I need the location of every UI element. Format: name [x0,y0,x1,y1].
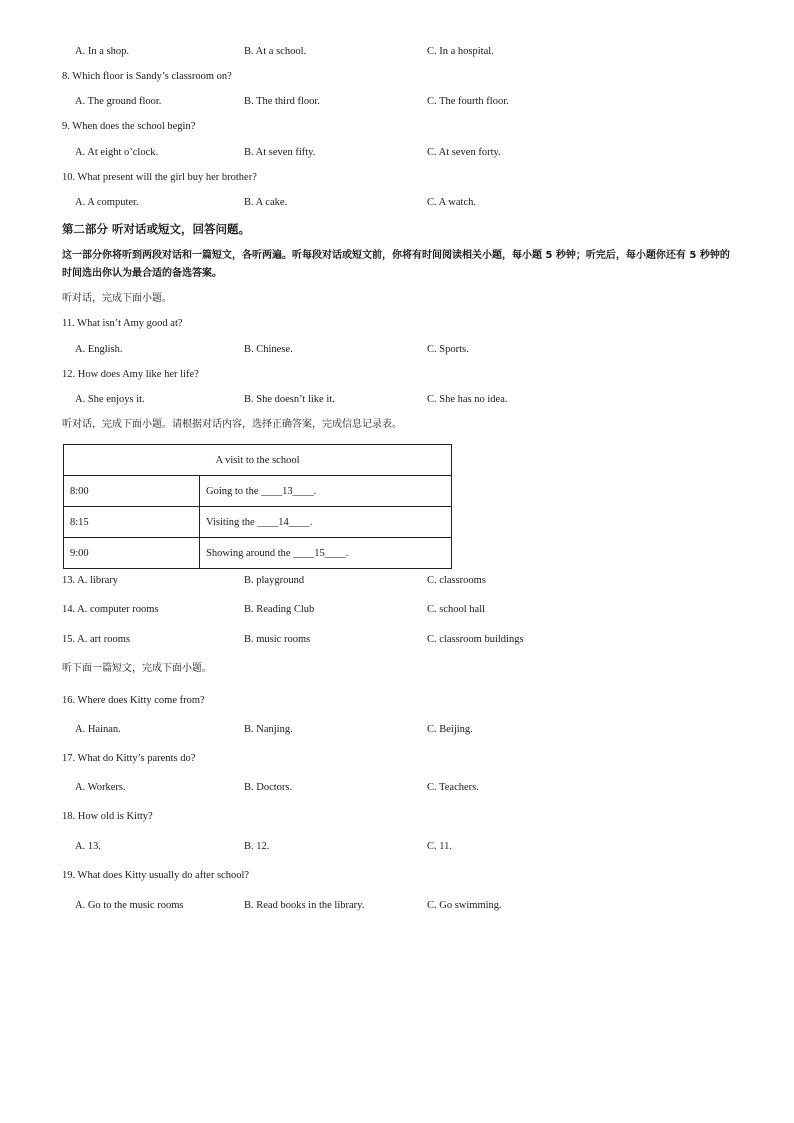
section2-title: 第二部分 听对话或短文，回答问题。 [62,222,251,236]
q13-option-c[interactable]: C. classrooms [427,575,486,586]
q16-option-b[interactable]: B. Nanjing. [244,724,293,735]
table-row [64,538,452,569]
q9-option-b[interactable]: B. At seven fifty. [244,147,316,158]
q10-option-a[interactable]: A. A computer. [75,197,139,208]
q18-option-b[interactable]: B. 12. [244,841,270,852]
q16-question: 16. Where does Kitty come from? [62,695,205,706]
table-title: A visit to the school [64,445,452,476]
q7-option-c[interactable]: C. In a hospital. [427,46,494,57]
q12-option-a[interactable]: A. She enjoys it. [75,394,145,405]
table-row [64,476,452,507]
table-activity-cell: Going to the ____13____. [200,476,452,507]
q9-option-c[interactable]: C. At seven forty. [427,147,501,158]
q19-option-a[interactable]: A. Go to the music rooms [75,900,184,911]
q16-option-c[interactable]: C. Beijing. [427,724,473,735]
q15-option-a[interactable]: 15. A. art rooms [62,634,130,645]
q18-question: 18. How old is Kitty? [62,811,153,822]
q8-option-c[interactable]: C. The fourth floor. [427,96,509,107]
q15-option-c[interactable]: C. classroom buildings [427,634,524,645]
q16-option-a[interactable]: A. Hainan. [75,724,121,735]
q12-question: 12. How does Amy like her life? [62,369,199,380]
q11-question: 11. What isn’t Amy good at? [62,318,183,329]
q11-option-a[interactable]: A. English. [75,344,123,355]
q11-option-b[interactable]: B. Chinese. [244,344,293,355]
q8-option-a[interactable]: A. The ground floor. [75,96,162,107]
q7-option-b[interactable]: B. At a school. [244,46,307,57]
q19-option-b[interactable]: B. Read books in the library. [244,900,365,911]
q14-option-a[interactable]: 14. A. computer rooms [62,604,159,615]
q11-option-c[interactable]: C. Sports. [427,344,469,355]
q9-option-a[interactable]: A. At eight o’clock. [75,147,159,158]
table-row [64,507,452,538]
dialog2-intro: 听对话，完成下面小题。请根据对话内容，选择正确答案，完成信息记录表。 [62,419,402,430]
q8-option-b[interactable]: B. The third floor. [244,96,320,107]
q13-option-b[interactable]: B. playground [244,575,305,586]
q10-question: 10. What present will the girl buy her brother? [62,172,257,183]
q17-option-a[interactable]: A. Workers. [75,782,126,793]
q10-option-b[interactable]: B. A cake. [244,197,288,208]
q18-option-c[interactable]: C. 11. [427,841,452,852]
q13-option-a[interactable]: 13. A. library [62,575,118,586]
q18-option-a[interactable]: A. 13. [75,841,101,852]
q14-option-b[interactable]: B. Reading Club [244,604,315,615]
q19-question: 19. What does Kitty usually do after school? [62,870,250,881]
visit-record-table [63,444,452,569]
q15-option-b[interactable]: B. music rooms [244,634,311,645]
passage-intro: 听下面一篇短文，完成下面小题。 [62,663,212,674]
q9-question: 9. When does the school begin? [62,121,196,132]
q12-option-c[interactable]: C. She has no idea. [427,394,508,405]
q7-option-a[interactable]: A. In a shop. [75,46,129,57]
table-time-cell: 8:00 [64,476,200,507]
q12-option-b[interactable]: B. She doesn’t like it. [244,394,335,405]
dialog1-intro: 听对话，完成下面小题。 [62,293,172,304]
q17-option-b[interactable]: B. Doctors. [244,782,293,793]
table-header-row [64,445,452,476]
q17-question: 17. What do Kitty’s parents do? [62,753,196,764]
q14-option-c[interactable]: C. school hall [427,604,486,615]
q17-option-c[interactable]: C. Teachers. [427,782,479,793]
table-activity-cell: Showing around the ____15____. [200,538,452,569]
table-activity-cell: Visiting the ____14____. [200,507,452,538]
q8-question: 8. Which floor is Sandy’s classroom on? [62,71,232,82]
table-time-cell: 9:00 [64,538,200,569]
section2-instruction: 这一部分你将听到两段对话和一篇短文，各听两遍。听每段对话或短文前，你将有时间阅读相关小题，每小题 5 秒钟；听完后，每小题你还有 5 秒钟的时间选出你认为最合适的备选答案。 [62,250,730,279]
table-time-cell: 8:15 [64,507,200,538]
q19-option-c[interactable]: C. Go swimming. [427,900,502,911]
q10-option-c[interactable]: C. A watch. [427,197,476,208]
